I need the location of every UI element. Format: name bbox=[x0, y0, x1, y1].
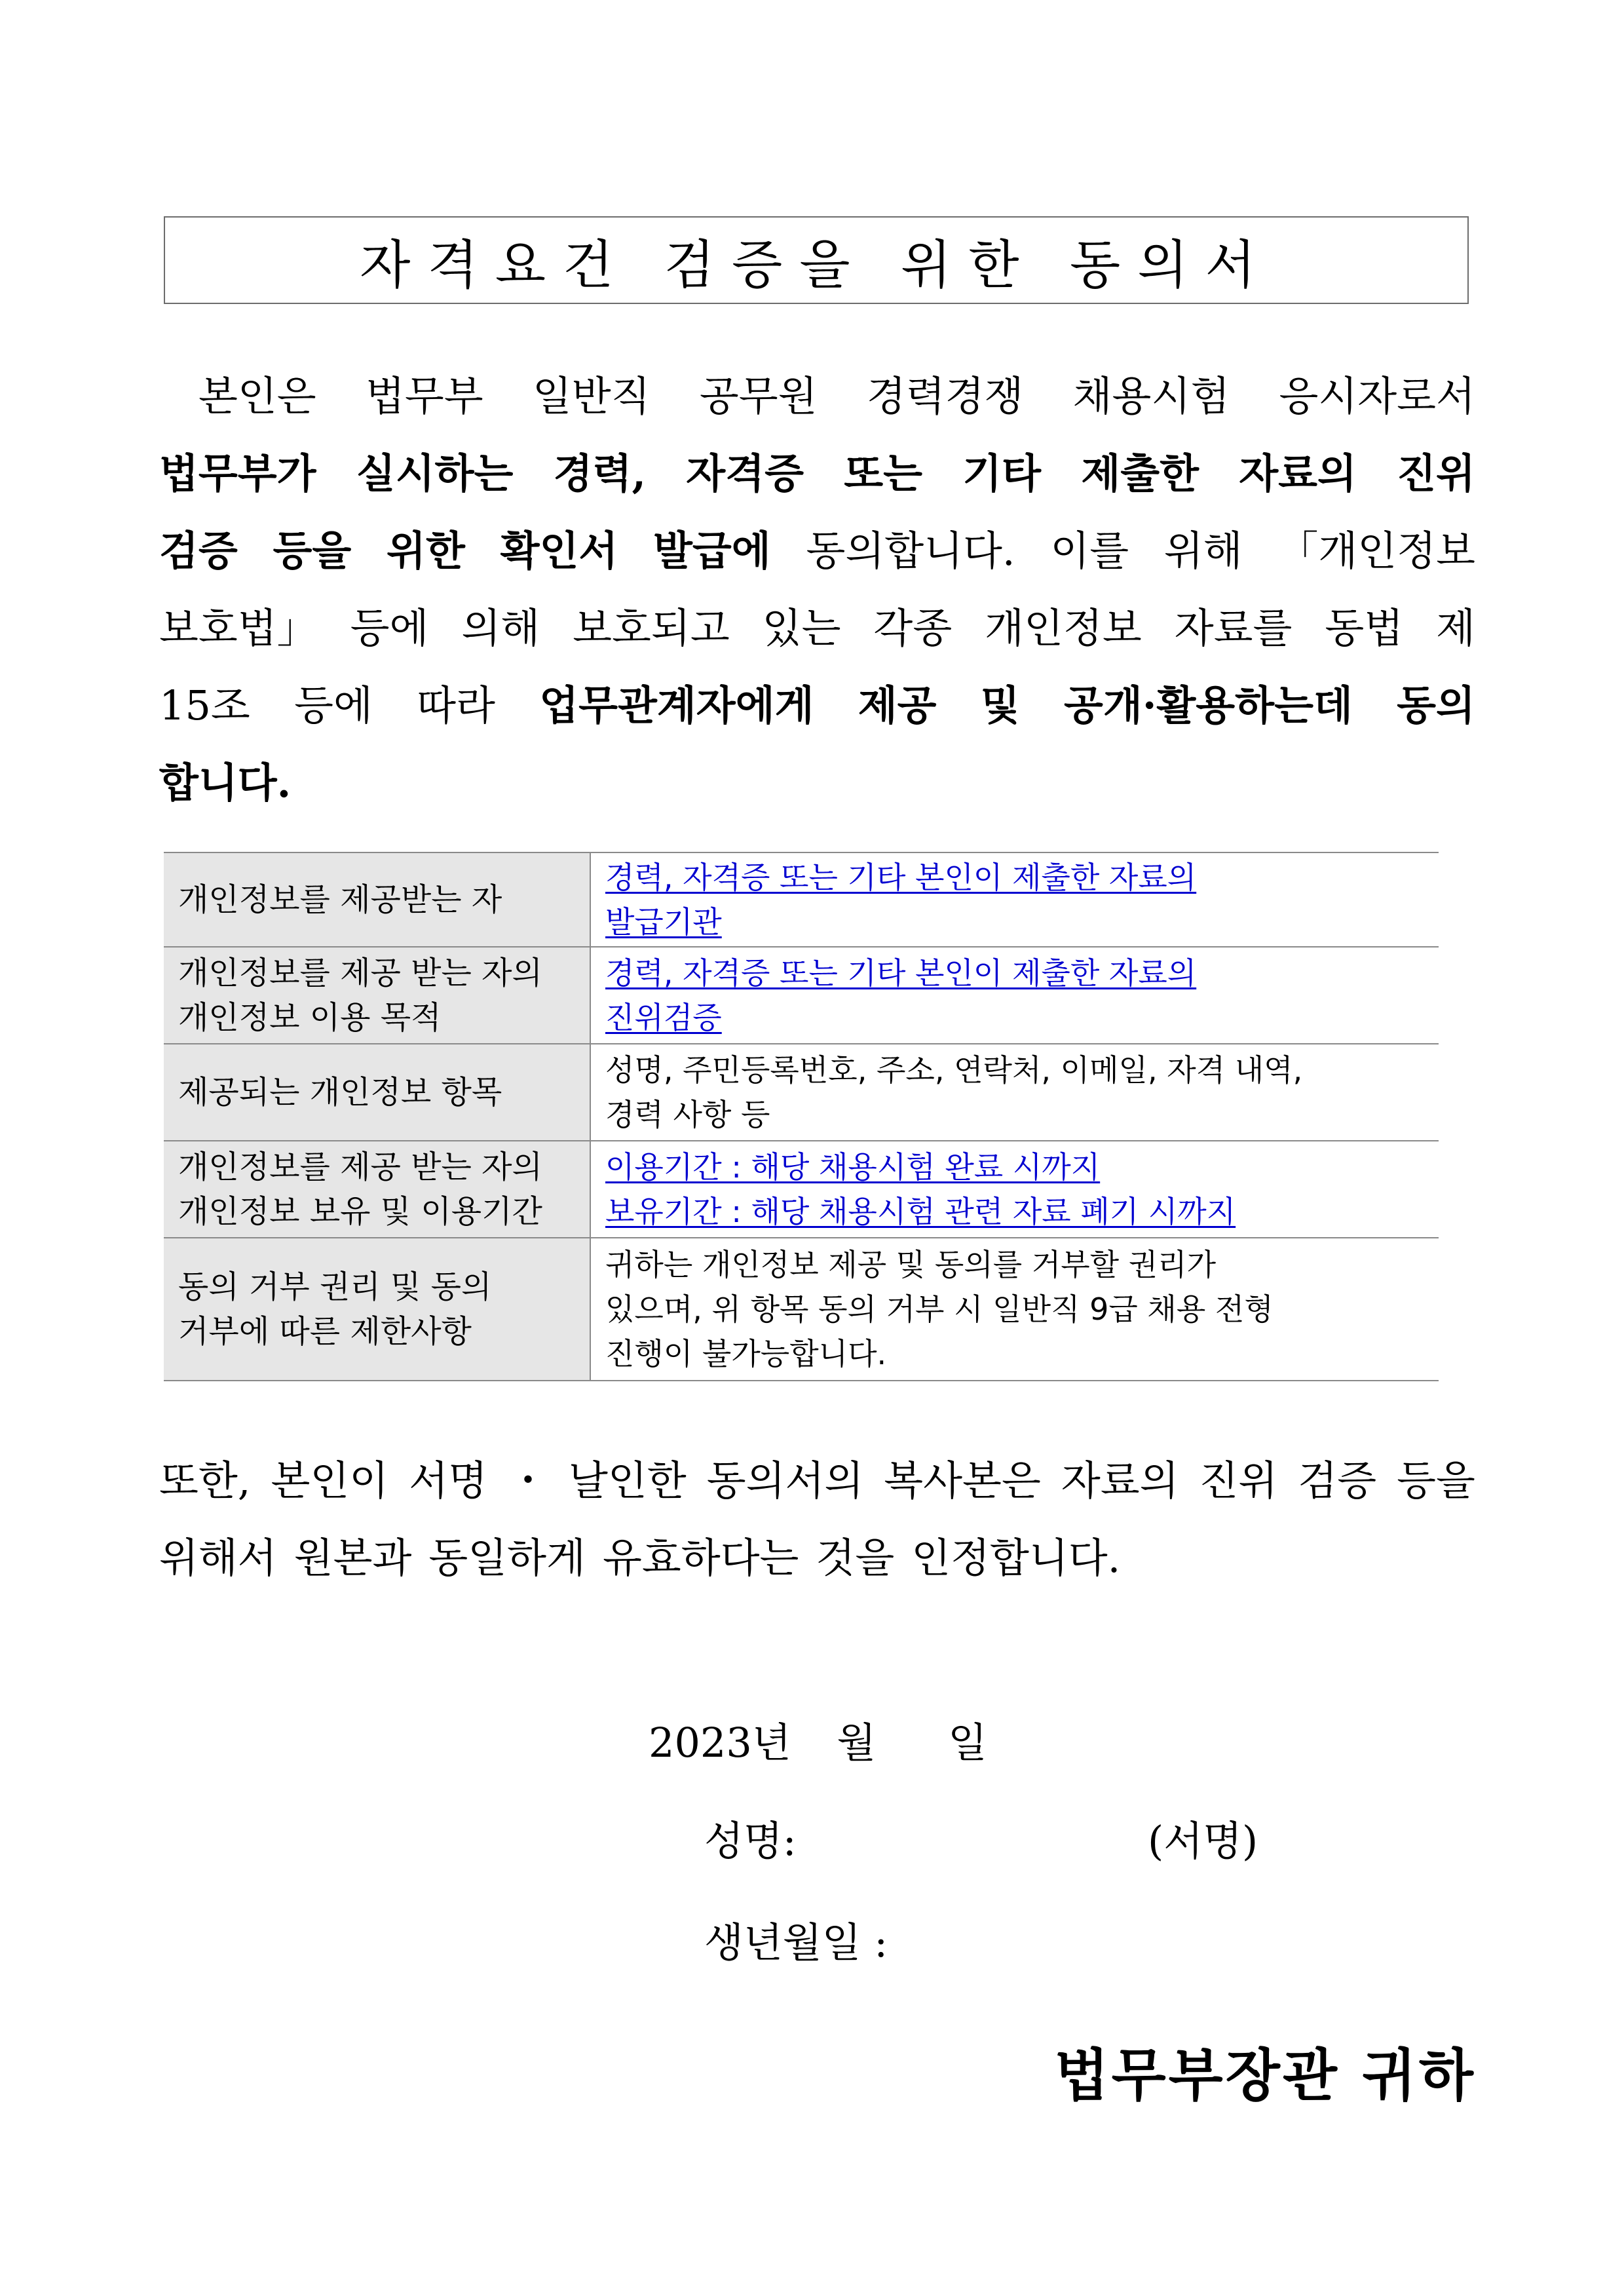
word: 발급에 bbox=[653, 526, 771, 575]
word: 자료를 bbox=[1174, 603, 1293, 652]
date-day: 일 bbox=[948, 1719, 987, 1767]
date-month: 월 bbox=[837, 1719, 877, 1767]
word: 실시하는 bbox=[356, 449, 514, 497]
birthdate-label: 생년월일 : bbox=[704, 1919, 888, 1966]
word: 자료의 bbox=[1239, 449, 1357, 497]
addressee: 법무부장관 귀하 bbox=[1054, 2042, 1476, 2109]
word: 날인한 bbox=[569, 1456, 687, 1504]
word: 보호되고 bbox=[573, 603, 730, 652]
paragraph-line bbox=[159, 740, 1475, 818]
word: 위해 bbox=[1163, 526, 1243, 575]
table-label-cell: 동의 거부 권리 및 동의 거부에 따른 제한사항 bbox=[164, 1238, 590, 1381]
word: 이를 bbox=[1050, 526, 1129, 575]
date-line bbox=[649, 1710, 987, 1769]
word: 응시자로서 bbox=[1279, 372, 1475, 420]
paragraph-line bbox=[159, 508, 1475, 586]
document-title: 자격요건 검증을 위한 동의서 bbox=[360, 234, 1273, 296]
word: 등을 bbox=[273, 526, 352, 575]
paragraph-line bbox=[159, 354, 1475, 431]
word: 서명 bbox=[409, 1456, 487, 1504]
word: 등을 bbox=[1397, 1456, 1475, 1504]
word: 법무부 bbox=[365, 372, 483, 420]
word: 공무원 bbox=[699, 372, 818, 420]
word: 경력경쟁 bbox=[866, 372, 1024, 420]
word: 것을 bbox=[816, 1533, 895, 1582]
name-label: 성명: bbox=[704, 1817, 797, 1865]
date-year: 2023년 bbox=[649, 1719, 791, 1767]
copy-validity-paragraph bbox=[159, 1438, 1475, 1596]
word: 자격증 bbox=[686, 449, 804, 497]
word: 유효하다는 bbox=[602, 1533, 799, 1582]
word: 따라 bbox=[417, 681, 495, 729]
table-value-cell: 이용기간 : 해당 채용시험 완료 시까지 보유기간 : 해당 채용시험 관련 자료 폐기 시까지 bbox=[590, 1141, 1439, 1238]
word: ・ bbox=[507, 1456, 548, 1504]
word: 동의서의 bbox=[706, 1456, 864, 1504]
word: 검증 bbox=[1298, 1456, 1377, 1504]
word: 위해서 bbox=[159, 1533, 277, 1582]
table-row bbox=[164, 1238, 1439, 1381]
paragraph-line bbox=[159, 663, 1475, 740]
word: 진위 bbox=[1199, 1456, 1278, 1504]
word: 확인서 bbox=[500, 526, 618, 575]
word: 등에 bbox=[350, 603, 429, 652]
word: 15조 bbox=[159, 681, 250, 729]
word: 업무관계자에게 bbox=[539, 681, 814, 729]
title-box bbox=[164, 216, 1469, 304]
signature-label: (서명) bbox=[1148, 1817, 1258, 1865]
table-label-cell: 개인정보를 제공 받는 자의 개인정보 이용 목적 bbox=[164, 947, 590, 1044]
word: 동법 bbox=[1325, 603, 1404, 652]
word: 제출한 bbox=[1081, 449, 1199, 497]
word: 제공 bbox=[858, 681, 937, 729]
word: 「개인정보 bbox=[1277, 526, 1475, 575]
table-value-cell: 경력, 자격증 또는 기타 본인이 제출한 자료의 발급기관 bbox=[590, 852, 1439, 947]
table-row bbox=[164, 852, 1439, 947]
word: 의해 bbox=[461, 603, 540, 652]
word: 제 bbox=[1436, 603, 1475, 652]
word: 위한 bbox=[387, 526, 465, 575]
table-value-cell: 귀하는 개인정보 제공 및 동의를 거부할 권리가 있으며, 위 항목 동의 거부 시 일반직 9급 채용 전형 진행이 불가능합니다. bbox=[590, 1238, 1439, 1381]
word: 법무부가 bbox=[159, 449, 316, 497]
word: 본인이 bbox=[271, 1456, 389, 1504]
paragraph-line bbox=[159, 1516, 1475, 1593]
word: 동의 bbox=[1397, 681, 1475, 729]
table-row bbox=[164, 1141, 1439, 1238]
table-row bbox=[164, 947, 1439, 1044]
word: 복사본은 bbox=[884, 1456, 1041, 1504]
word: 및 bbox=[980, 681, 1020, 729]
word: 진위 bbox=[1397, 449, 1475, 497]
word: 자료의 bbox=[1061, 1456, 1179, 1504]
word: 본인은 bbox=[198, 372, 316, 420]
word: 기타 bbox=[962, 449, 1042, 497]
word: 경력, bbox=[553, 449, 647, 497]
word: 각종 bbox=[873, 603, 953, 652]
word: 검증 bbox=[159, 526, 238, 575]
word: 등에 bbox=[294, 681, 373, 729]
word: 채용시험 bbox=[1072, 372, 1230, 420]
table-label-cell: 개인정보를 제공 받는 자의 개인정보 보유 및 이용기간 bbox=[164, 1141, 590, 1238]
word: 또는 bbox=[844, 449, 923, 497]
word: 공개·활용하는데 bbox=[1064, 681, 1353, 729]
word: 인정합니다. bbox=[911, 1533, 1121, 1582]
table-label-cell: 개인정보를 제공받는 자 bbox=[164, 852, 590, 947]
table-label-cell: 제공되는 개인정보 항목 bbox=[164, 1044, 590, 1141]
table-value-cell: 경력, 자격증 또는 기타 본인이 제출한 자료의 진위검증 bbox=[590, 947, 1439, 1044]
consent-table bbox=[164, 852, 1439, 1381]
word: 있는 bbox=[762, 603, 841, 652]
word: 개인정보 bbox=[985, 603, 1142, 652]
paragraph-line bbox=[159, 1438, 1475, 1516]
table-row bbox=[164, 1044, 1439, 1141]
table-value-cell: 성명, 주민등록번호, 주소, 연락처, 이메일, 자격 내역, 경력 사항 등 bbox=[590, 1044, 1439, 1141]
word: 합니다. bbox=[159, 758, 292, 807]
word: 일반직 bbox=[532, 372, 651, 420]
word: 또한, bbox=[159, 1456, 251, 1504]
word: 동의합니다. bbox=[806, 526, 1015, 575]
word: 동일하게 bbox=[428, 1533, 586, 1582]
paragraph-line bbox=[159, 586, 1475, 663]
paragraph-line bbox=[159, 431, 1475, 508]
word: 보호법」 bbox=[159, 603, 318, 652]
consent-paragraph bbox=[159, 354, 1475, 826]
word: 원본과 bbox=[293, 1533, 412, 1582]
